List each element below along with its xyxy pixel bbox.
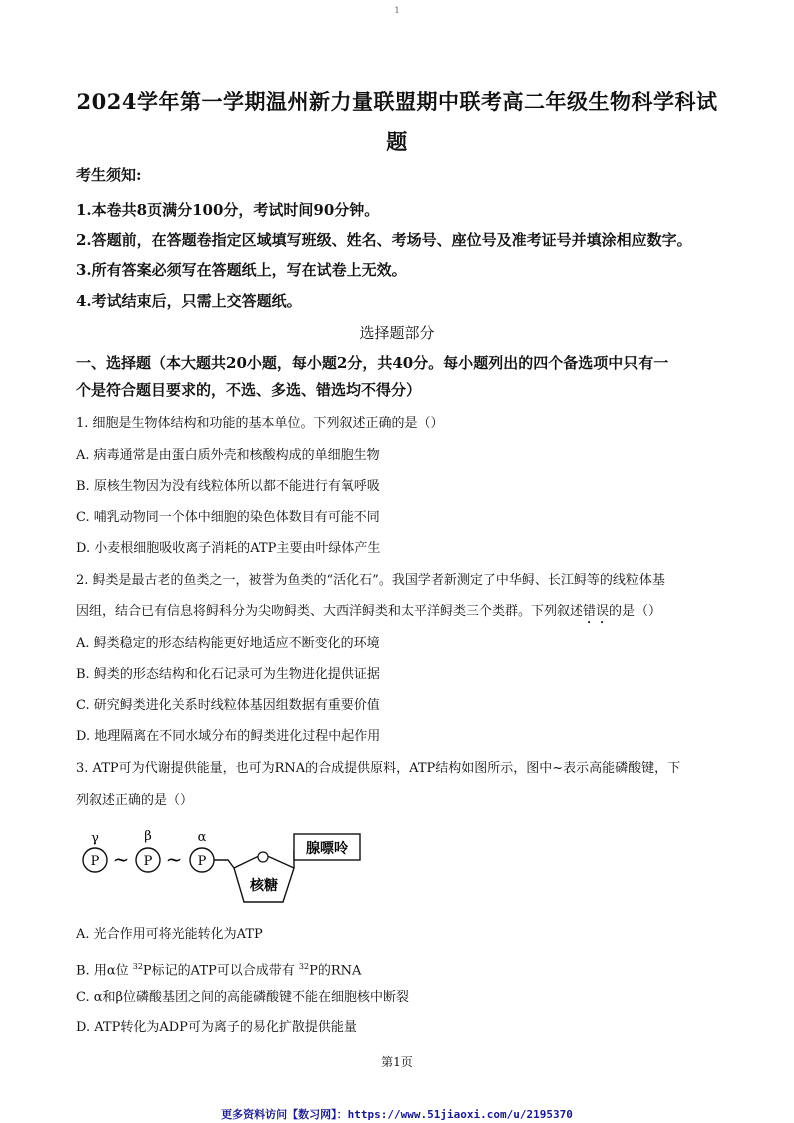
section-title: 选择题部分 xyxy=(359,324,435,342)
q1-option-d: D. 小麦根细胞吸收离子消耗的ATP主要由叶绿体产生 xyxy=(76,541,381,556)
alpha-label: α xyxy=(197,830,207,845)
q3-option-b-sup2: 32 xyxy=(298,962,310,971)
high-energy-bond-1: ~ xyxy=(112,847,130,871)
q3-option-a: A. 光合作用可将光能转化为ATP xyxy=(76,927,263,942)
q2-emphasis-word: 错误 xyxy=(583,604,610,619)
q3-option-d: D. ATP转化为ADP可为离子的易化扩散提供能量 xyxy=(76,1020,357,1035)
q1-option-b: B. 原核生物因为没有线粒体所以都不能进行有氧呼吸 xyxy=(76,479,380,494)
q3-option-b-mid: P标记的ATP可以合成带有 xyxy=(142,963,299,979)
q2-option-b: B. 鲟类的形态结构和化石记录可为生物进化提供证据 xyxy=(76,667,380,682)
exam-title-line2: 题 xyxy=(386,129,408,154)
phosphate-beta-label: P xyxy=(143,854,153,869)
notice-item-2: 2.答题前，在答题卷指定区域填写班级、姓名、考场号、座位号及准考证号并填涂相应数字。 xyxy=(76,231,692,249)
footer-link[interactable]: 更多资料访问【数习网】：https://www.51jiaoxi.com/u/2195370 xyxy=(221,1108,573,1121)
atp-structure-diagram xyxy=(76,824,376,910)
gamma-label: γ xyxy=(91,831,99,846)
notice-item-1: 1.本卷共8页满分100分，考试时间90分钟。 xyxy=(76,201,380,219)
notice-item-3: 3.所有答案必须写在答题纸上，写在试卷上无效。 xyxy=(76,261,407,279)
part-heading-line1: 一、选择题（本大题共20小题，每小题2分，共40分。每小题列出的四个备选项中只有一 xyxy=(76,354,669,372)
notice-item-4: 4.考试结束后，只需上交答题纸。 xyxy=(76,292,302,310)
q2-stem-line1: 2. 鲟类是最古老的鱼类之一，被誉为鱼类的“活化石”。我国学者新测定了中华鲟、长江鲟等的线粒体基 xyxy=(76,573,665,588)
q3-stem-line2: 列叙述正确的是（） xyxy=(76,793,194,808)
q3-option-b-pre: B. 用α位 xyxy=(76,963,133,979)
q3-option-b-sup1: 32 xyxy=(132,962,143,971)
q2-option-c: C. 研究鲟类进化关系时线粒体基因组数据有重要价值 xyxy=(76,698,380,713)
notice-heading: 考生须知: xyxy=(76,166,142,184)
q2-option-d: D. 地理隔离在不同水域分布的鲟类进化过程中起作用 xyxy=(76,729,381,744)
q2-stem-line2-post: 的是（） xyxy=(609,604,662,619)
phosphate-sugar-bond xyxy=(214,860,234,868)
q1-stem: 1. 细胞是生物体结构和功能的基本单位。下列叙述正确的是（） xyxy=(76,416,444,431)
q1-option-c: C. 哺乳动物同一个体中细胞的染色体数目有可能不同 xyxy=(76,510,380,525)
q3-stem-line1: 3. ATP可为代谢提供能量，也可为RNA的合成提供原料，ATP结构如图所示，图中~表示高能磷酸键，下 xyxy=(76,761,681,776)
beta-label: β xyxy=(144,829,152,844)
part-heading xyxy=(76,350,726,404)
phosphate-alpha-label: P xyxy=(197,854,207,869)
part-heading-line2: 个是符合题目要求的，不选、多选、错选均不得分） xyxy=(76,381,422,399)
phosphate-gamma-label: P xyxy=(90,854,100,869)
ring-oxygen-circle xyxy=(258,852,268,862)
q3-option-c: C. α和β位磷酸基团之间的高能磷酸键不能在细胞核中断裂 xyxy=(76,990,410,1005)
q2-stem-line2-pre: 因组，结合已有信息将鲟科分为尖吻鲟类、大西洋鲟类和太平洋鲟类三个类群。下列叙述 xyxy=(76,604,584,619)
exam-title xyxy=(60,82,734,162)
q2-stem-line2 xyxy=(76,596,726,628)
exam-title-line1: 2024学年第一学期温州新力量联盟期中联考高二年级生物科学科试 xyxy=(76,89,718,114)
page-top-mark: 1 xyxy=(394,6,400,15)
adenine-label: 腺嘌呤 xyxy=(306,841,348,857)
q1-option-a: A. 病毒通常是由蛋白质外壳和核酸构成的单细胞生物 xyxy=(76,448,380,463)
q3-option-b-post: P的RNA xyxy=(309,963,362,979)
q2-option-a: A. 鲟类稳定的形态结构能更好地适应不断变化的环境 xyxy=(76,636,380,651)
high-energy-bond-2: ~ xyxy=(165,847,183,871)
ribose-label: 核糖 xyxy=(250,878,278,894)
page-number: 第1页 xyxy=(381,1055,413,1069)
